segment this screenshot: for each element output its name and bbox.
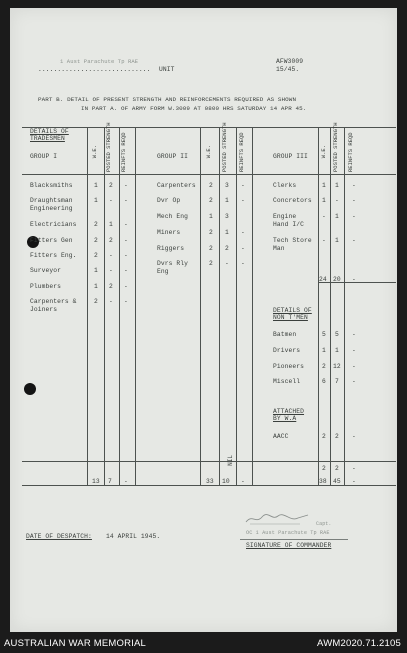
g1-we-header: W.E. (91, 145, 98, 159)
g1-we: 2 (94, 298, 98, 305)
nt-str: 5 (335, 331, 339, 338)
nt-str: 12 (333, 363, 341, 370)
g3-reinfts-header: REINFTS REQD (347, 132, 354, 172)
g1-trade: Carpenters & (30, 298, 77, 305)
g3-str: 1 (335, 182, 339, 189)
g1-we: 1 (94, 182, 98, 189)
g3-totals-top-we: 2 (322, 465, 326, 472)
g2-total-we: 33 (206, 478, 214, 485)
g2-trade: Mech Eng (157, 213, 189, 220)
g2-we: 2 (209, 260, 213, 267)
nt-trade: Pioneers (273, 363, 305, 370)
table-top-rule (22, 127, 396, 128)
att-str: 2 (335, 433, 339, 440)
group2-title: GROUP II (157, 153, 189, 160)
unit-name: 1 Aust Parachute Tp RAE (60, 58, 139, 65)
signature-unit: OC 1 Aust Parachute Tp RAE (246, 530, 330, 536)
despatch-date: 14 APRIL 1945. (106, 533, 161, 540)
nt-req: - (352, 347, 356, 354)
g2-reinfts-header: REINFTS REQD (238, 132, 245, 172)
col-line (252, 127, 253, 485)
table-header-rule (22, 174, 396, 175)
g3-str: 1 (335, 213, 339, 220)
g1-we: 2 (94, 252, 98, 259)
nt-str: 1 (335, 347, 339, 354)
part-heading-line1: PART B. DETAIL OF PRESENT STRENGTH AND REINFORCEMENTS REQUIRED AS SHOWN (38, 96, 297, 103)
attached-title-line2: BY W.A (273, 415, 297, 422)
non-tmen-title (273, 307, 312, 321)
g1-str: 1 (109, 221, 113, 228)
g1-str: - (109, 298, 113, 305)
unit-label: UNIT (159, 66, 175, 73)
g1-we: 2 (94, 237, 98, 244)
g1-we: 2 (94, 221, 98, 228)
g1-req: - (124, 283, 128, 290)
g2-str: 3 (225, 182, 229, 189)
g2-we: 2 (209, 182, 213, 189)
g2-str: 2 (225, 245, 229, 252)
g2-we: 2 (209, 197, 213, 204)
att-trade: AACC (273, 433, 289, 440)
g1-req: - (124, 252, 128, 259)
g2-req: - (241, 260, 245, 267)
g3-strength-header: POSTED STRENGTH (332, 122, 339, 172)
signature-rank: Capt. (316, 521, 332, 527)
despatch-label: DATE OF DESPATCH: (26, 533, 92, 540)
g2-we: 2 (209, 245, 213, 252)
g2-we: 2 (209, 229, 213, 236)
col-line (119, 127, 120, 485)
g1-strength-header: POSTED STRENGTH (105, 122, 112, 172)
nt-trade: Drivers (273, 347, 301, 354)
g3-trade: Engine (273, 213, 297, 220)
g3-req: - (352, 213, 356, 220)
punch-hole-bottom (24, 383, 36, 395)
g1-req: - (124, 298, 128, 305)
g1-total-we: 13 (92, 478, 100, 485)
g2-total-vertical: NIL (227, 455, 234, 466)
signature-label: SIGNATURE OF COMMANDER (246, 542, 332, 549)
g3-total-req: - (352, 478, 356, 485)
details-title-line2: TRADESMEN (30, 135, 65, 142)
unit-dotted-line: ............................. (38, 66, 151, 73)
non-tmen-title-line2: NON T'MEN (273, 314, 308, 321)
g3-trade: Clerks (273, 182, 297, 189)
g1-trade: Surveyor (30, 267, 62, 274)
table-bottom-rule (22, 485, 396, 486)
g2-we-header: W.E. (205, 145, 212, 159)
g1-str: 2 (109, 237, 113, 244)
g2-trade-line2: Eng (157, 268, 169, 275)
g1-str: - (109, 252, 113, 259)
g3-trade-line2: Man (273, 245, 285, 252)
nt-we: 5 (322, 331, 326, 338)
g1-req: - (124, 197, 128, 204)
nt-trade: Miscell (273, 378, 301, 385)
g2-str: 3 (225, 213, 229, 220)
g3-req: - (352, 182, 356, 189)
g1-req: - (124, 267, 128, 274)
col-line (344, 127, 345, 485)
g1-trade: Fitters Gen (30, 237, 73, 244)
g2-total-req: - (241, 478, 245, 485)
g2-we: 1 (209, 213, 213, 220)
attached-title (273, 408, 304, 422)
g3-we-header: W.E. (320, 145, 327, 159)
g1-trade-line2: Engineering (30, 205, 73, 212)
nt-str: 7 (335, 378, 339, 385)
g3-str: 1 (335, 237, 339, 244)
g3-subtotal-we: 24 (319, 276, 327, 283)
g1-total-req: - (124, 478, 128, 485)
g1-str: 2 (109, 283, 113, 290)
g1-reinfts-header: REINFTS REQD (120, 132, 127, 172)
archive-footer (0, 632, 407, 653)
att-req: - (352, 433, 356, 440)
nt-we: 1 (322, 347, 326, 354)
col-line (330, 127, 331, 485)
g1-trade: Electricians (30, 221, 77, 228)
g3-req: - (352, 237, 356, 244)
g1-req: - (124, 221, 128, 228)
g3-trade: Tech Store (273, 237, 312, 244)
g3-req: - (352, 197, 356, 204)
archive-name: AUSTRALIAN WAR MEMORIAL (4, 638, 147, 649)
g1-trade: Plumbers (30, 283, 62, 290)
g2-req: - (241, 229, 245, 236)
table-totals-rule (22, 461, 396, 462)
part-heading-line2: IN PART A. OF ARMY FORM W.3009 AT 0800 HRS SATURDAY 14 APR 45. (81, 105, 307, 112)
nt-we: 2 (322, 363, 326, 370)
g1-trade: Fitters Eng. (30, 252, 77, 259)
col-line (87, 127, 88, 485)
g3-we: 1 (322, 197, 326, 204)
g2-total-str: 10 (222, 478, 230, 485)
g3-subtotal-req: - (352, 276, 356, 283)
g3-total-str: 45 (333, 478, 341, 485)
g1-str: 2 (109, 182, 113, 189)
g2-req: - (241, 245, 245, 252)
nt-trade: Batmen (273, 331, 297, 338)
g2-trade: Riggers (157, 245, 185, 252)
g1-we: 1 (94, 283, 98, 290)
g1-str: - (109, 267, 113, 274)
col-line (135, 127, 136, 485)
g2-strength-header: POSTED STRENGTH (221, 122, 228, 172)
col-line (318, 127, 319, 485)
col-line (104, 127, 105, 485)
form-reference: 15/45. (276, 66, 300, 73)
nt-req: - (352, 331, 356, 338)
g3-totals-top-str: 2 (335, 465, 339, 472)
g2-trade: Carpenters (157, 182, 196, 189)
g1-req: - (124, 237, 128, 244)
att-we: 2 (322, 433, 326, 440)
g1-trade: Blacksmiths (30, 182, 73, 189)
g3-we: 1 (322, 182, 326, 189)
g2-str: 1 (225, 197, 229, 204)
g1-trade: Draughtsman (30, 197, 73, 204)
archive-reference: AWM2020.71.2105 (317, 638, 401, 649)
g3-we: - (322, 237, 326, 244)
g2-req: - (241, 182, 245, 189)
g2-req: - (241, 197, 245, 204)
g3-trade: Concretors (273, 197, 312, 204)
g2-trade: Dvr Op (157, 197, 181, 204)
col-line (200, 127, 201, 485)
g1-str: - (109, 197, 113, 204)
g1-total-str: 7 (108, 478, 112, 485)
g1-we: 1 (94, 197, 98, 204)
g1-trade-line2: Joiners (30, 306, 58, 313)
g3-totals-top-req: - (352, 465, 356, 472)
nt-we: 6 (322, 378, 326, 385)
non-tmen-title-line1: DETAILS OF (273, 307, 312, 314)
g2-str: - (225, 260, 229, 267)
nt-req: - (352, 378, 356, 385)
g3-total-we: 38 (319, 478, 327, 485)
form-number: AFW3009 (276, 58, 304, 65)
col-line (236, 127, 237, 485)
g2-str: 1 (225, 229, 229, 236)
col-line (219, 127, 220, 485)
group3-title: GROUP III (273, 153, 308, 160)
g2-trade: Miners (157, 229, 181, 236)
g3-trade-line2: Hand I/C (273, 221, 305, 228)
g3-subtotal-str: 20 (333, 276, 341, 283)
attached-title-line1: ATTACHED (273, 408, 305, 415)
g3-str: - (335, 197, 339, 204)
g1-req: - (124, 182, 128, 189)
details-title (30, 128, 69, 142)
nt-req: - (352, 363, 356, 370)
signature-rule (240, 539, 348, 540)
g2-trade: Dvrs Rly (157, 260, 189, 267)
g1-we: 1 (94, 267, 98, 274)
handwritten-signature (242, 512, 312, 526)
g3-we: - (322, 213, 326, 220)
group1-title: GROUP I (30, 153, 58, 160)
details-title-line1: DETAILS OF (30, 128, 69, 135)
